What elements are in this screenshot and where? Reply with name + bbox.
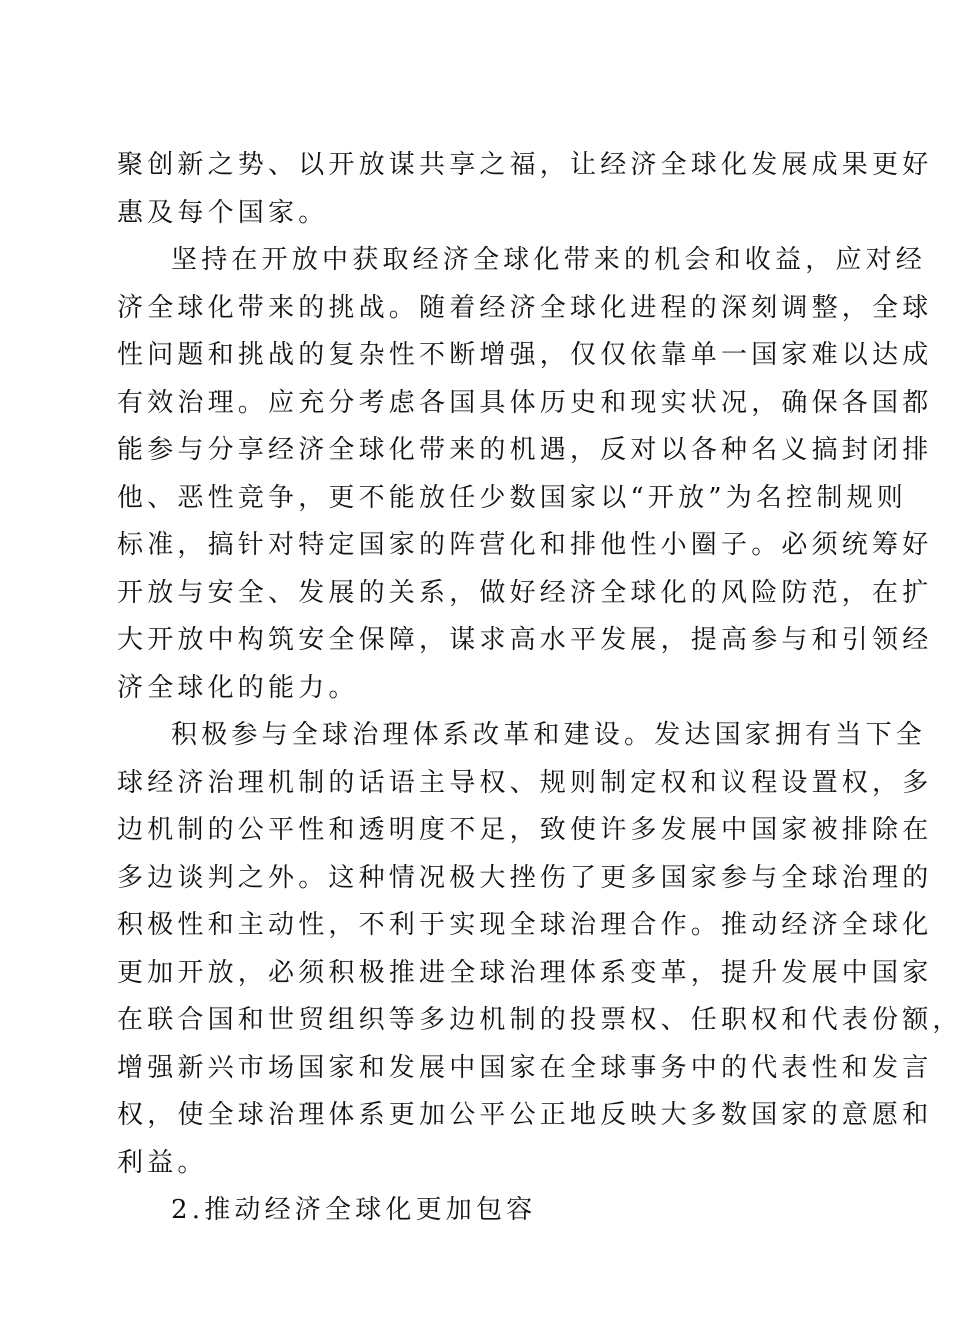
text-line: 有效治理。应充分考虑各国具体历史和现实状况，确保各国都 [117, 387, 933, 418]
text-line: 更加开放，必须积极推进全球治理体系变革，提升发展中国家 [117, 957, 933, 988]
text-line: 济全球化带来的挑战。随着经济全球化进程的深刻调整，全球 [117, 292, 933, 323]
section-heading: 2.推动经济全球化更加包容 [171, 1195, 537, 1225]
text-line: 权，使全球治理体系更加公平公正地反映大多数国家的意愿和 [117, 1100, 933, 1130]
text-line: 球经济治理机制的话语主导权、规则制定权和议程设置权，多 [117, 767, 933, 798]
paragraph-start-line: 坚持在开放中获取经济全球化带来的机会和收益，应对经 [171, 245, 927, 275]
document-body [117, 142, 963, 1235]
text-line: 大开放中构筑安全保障，谋求高水平发展，提高参与和引领经 [117, 625, 933, 655]
text-line: 多边谈判之外。这种情况极大挫伤了更多国家参与全球治理的 [117, 862, 933, 893]
text-line: 在联合国和世贸组织等多边机制的投票权、任职权和代表份额， [117, 1005, 963, 1035]
paragraph-start-line: 积极参与全球治理体系改革和建设。发达国家拥有当下全 [171, 720, 927, 750]
text-line: 利益。 [117, 1147, 208, 1178]
text-line: 他、恶性竞争，更不能放任少数国家以“开放”为名控制规则 [117, 482, 907, 513]
text-line: 聚创新之势、以开放谋共享之福，让经济全球化发展成果更好 [117, 150, 933, 180]
text-line: 积极性和主动性，不利于实现全球治理合作。推动经济全球化 [117, 910, 933, 940]
text-line: 性问题和挑战的复杂性不断增强，仅仅依靠单一国家难以达成 [117, 340, 933, 370]
text-line: 开放与安全、发展的关系，做好经济全球化的风险防范，在扩 [117, 577, 933, 608]
text-line: 增强新兴市场国家和发展中国家在全球事务中的代表性和发言 [117, 1052, 933, 1083]
text-line: 能参与分享经济全球化带来的机遇，反对以各种名义搞封闭排 [117, 435, 933, 465]
text-line: 边机制的公平性和透明度不足，致使许多发展中国家被排除在 [117, 815, 933, 845]
text-line: 惠及每个国家。 [117, 197, 329, 228]
text-line: 济全球化的能力。 [117, 672, 359, 703]
text-line: 标准，搞针对特定国家的阵营化和排他性小圈子。必须统筹好 [117, 530, 933, 560]
